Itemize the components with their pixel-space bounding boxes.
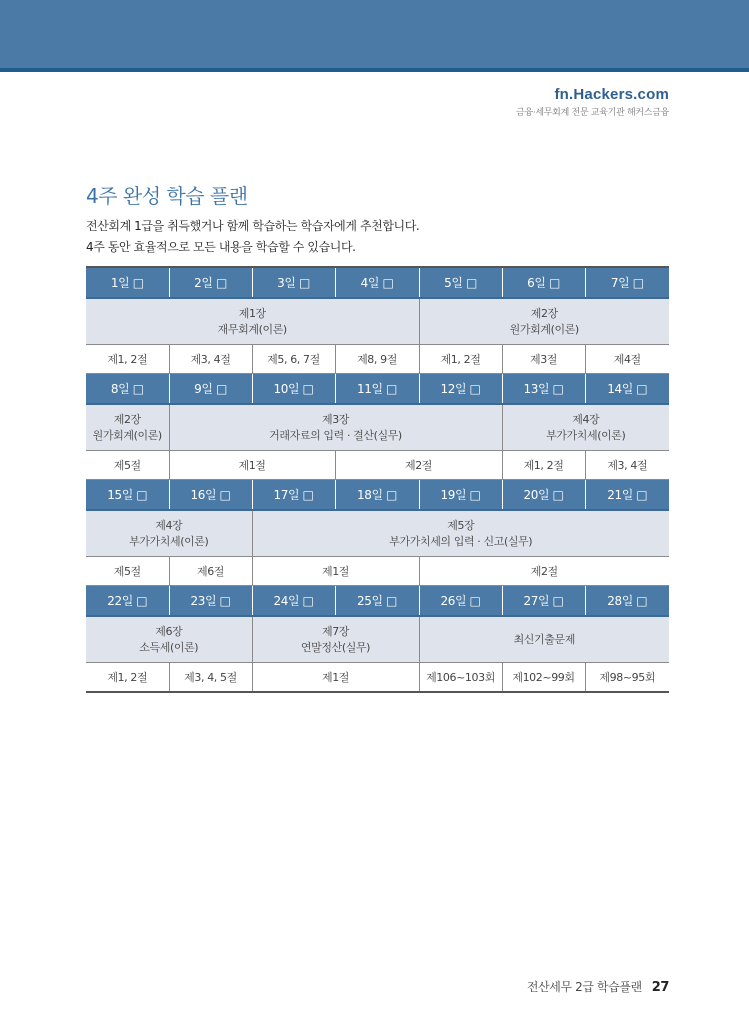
- day-cell: 27일 □: [502, 586, 585, 617]
- brand-block: [516, 86, 669, 118]
- day-cell: 2일 □: [169, 267, 252, 298]
- section-cell: 제6절: [169, 557, 252, 586]
- section-cell: 제5, 6, 7절: [252, 345, 335, 374]
- chapter-number: 제4장: [572, 412, 600, 426]
- chapter-row: [86, 510, 669, 557]
- section-row: [86, 451, 669, 480]
- header-divider: [0, 68, 749, 72]
- section-row: [86, 345, 669, 374]
- chapter-cell: [252, 616, 419, 663]
- chapter-title: 부가가치세(이론): [129, 534, 209, 548]
- section-cell: 제3, 4절: [169, 345, 252, 374]
- chapter-title: 원가회계(이론): [92, 428, 162, 442]
- chapter-cell: [252, 510, 669, 557]
- chapter-cell: [419, 298, 669, 345]
- page-title: 4주 완성 학습 플랜: [86, 184, 248, 208]
- chapter-number: 제1장: [238, 306, 266, 320]
- section-cell: 제2절: [335, 451, 502, 480]
- study-plan-table: [86, 266, 669, 693]
- page-number: 27: [651, 980, 669, 995]
- chapter-cell: [86, 616, 252, 663]
- day-cell: 21일 □: [585, 480, 669, 511]
- intro-line: 4주 동안 효율적으로 모든 내용을 학습할 수 있습니다.: [86, 240, 356, 254]
- day-cell: 8일 □: [86, 374, 169, 405]
- day-cell: 17일 □: [252, 480, 335, 511]
- section-row: [86, 557, 669, 586]
- chapter-cell: [169, 404, 502, 451]
- chapter-row: [86, 298, 669, 345]
- section-cell: 제3, 4, 5절: [169, 663, 252, 693]
- day-cell: 5일 □: [419, 267, 502, 298]
- chapter-cell: [502, 404, 669, 451]
- chapter-number: 제5장: [447, 518, 475, 532]
- section-cell: 제5절: [86, 451, 169, 480]
- day-cell: 16일 □: [169, 480, 252, 511]
- section-cell: 제1, 2절: [86, 345, 169, 374]
- day-cell: 1일 □: [86, 267, 169, 298]
- intro-text: [86, 216, 419, 258]
- chapter-title: 거래자료의 입력 · 결산(실무): [269, 428, 402, 442]
- day-cell: 25일 □: [335, 586, 419, 617]
- day-cell: 7일 □: [585, 267, 669, 298]
- section-cell: 제4절: [585, 345, 669, 374]
- chapter-number: 제3장: [321, 412, 350, 426]
- chapter-title: 최신기출문제: [513, 632, 575, 646]
- day-cell: 10일 □: [252, 374, 335, 405]
- day-row: [86, 267, 669, 298]
- day-cell: 22일 □: [86, 586, 169, 617]
- chapter-title: 부가가치세(이론): [546, 428, 626, 442]
- day-cell: 24일 □: [252, 586, 335, 617]
- chapter-row: [86, 616, 669, 663]
- chapter-number: 제4장: [155, 518, 183, 532]
- chapter-title: 재무회계(이론): [217, 322, 287, 336]
- day-cell: 19일 □: [419, 480, 502, 511]
- section-cell: 제3절: [502, 345, 585, 374]
- section-cell: 제2절: [419, 557, 669, 586]
- section-cell: 제106~103회: [419, 663, 502, 693]
- chapter-number: 제7장: [321, 624, 350, 638]
- section-cell: 제102~99회: [502, 663, 585, 693]
- chapter-cell: [419, 616, 669, 663]
- chapter-title: 연말정산(실무): [300, 640, 371, 654]
- day-cell: 14일 □: [585, 374, 669, 405]
- section-cell: 제1, 2절: [86, 663, 169, 693]
- day-cell: 9일 □: [169, 374, 252, 405]
- day-cell: 11일 □: [335, 374, 419, 405]
- section-row: [86, 663, 669, 693]
- day-row: [86, 586, 669, 617]
- day-cell: 4일 □: [335, 267, 419, 298]
- section-cell: 제5절: [86, 557, 169, 586]
- chapter-number: 제2장: [113, 412, 141, 426]
- day-cell: 15일 □: [86, 480, 169, 511]
- chapter-row: [86, 404, 669, 451]
- chapter-number: 제6장: [155, 624, 183, 638]
- day-cell: 23일 □: [169, 586, 252, 617]
- section-cell: 제1절: [252, 663, 419, 693]
- day-cell: 26일 □: [419, 586, 502, 617]
- chapter-number: 제2장: [530, 306, 558, 320]
- section-cell: 제98~95회: [585, 663, 669, 693]
- section-cell: 제1절: [169, 451, 335, 480]
- day-cell: 3일 □: [252, 267, 335, 298]
- day-cell: 28일 □: [585, 586, 669, 617]
- chapter-title: 소득세(이론): [139, 640, 199, 654]
- intro-line: 전산회계 1급을 취득했거나 함께 학습하는 학습자에게 추천합니다.: [86, 219, 420, 233]
- section-cell: 제1절: [252, 557, 419, 586]
- header-band: [0, 0, 749, 68]
- chapter-cell: [86, 510, 252, 557]
- brand-name: fn.Hackers.com: [554, 86, 669, 103]
- page-footer: [527, 978, 669, 995]
- day-cell: 12일 □: [419, 374, 502, 405]
- chapter-cell: [86, 298, 419, 345]
- section-cell: 제1, 2절: [502, 451, 585, 480]
- day-row: [86, 374, 669, 405]
- day-cell: 13일 □: [502, 374, 585, 405]
- section-cell: 제8, 9절: [335, 345, 419, 374]
- section-cell: 제1, 2절: [419, 345, 502, 374]
- chapter-title: 원가회계(이론): [509, 322, 579, 336]
- brand-tagline: 금융·세무회계 전문 교육기관 해커스금융: [516, 108, 669, 118]
- section-cell: 제3, 4절: [585, 451, 669, 480]
- day-cell: 20일 □: [502, 480, 585, 511]
- chapter-title: 부가가치세의 입력 · 신고(실무): [389, 534, 533, 548]
- day-cell: 6일 □: [502, 267, 585, 298]
- day-cell: 18일 □: [335, 480, 419, 511]
- day-row: [86, 480, 669, 511]
- chapter-cell: [86, 404, 169, 451]
- footer-label: 전산세무 2급 학습플랜: [526, 980, 642, 994]
